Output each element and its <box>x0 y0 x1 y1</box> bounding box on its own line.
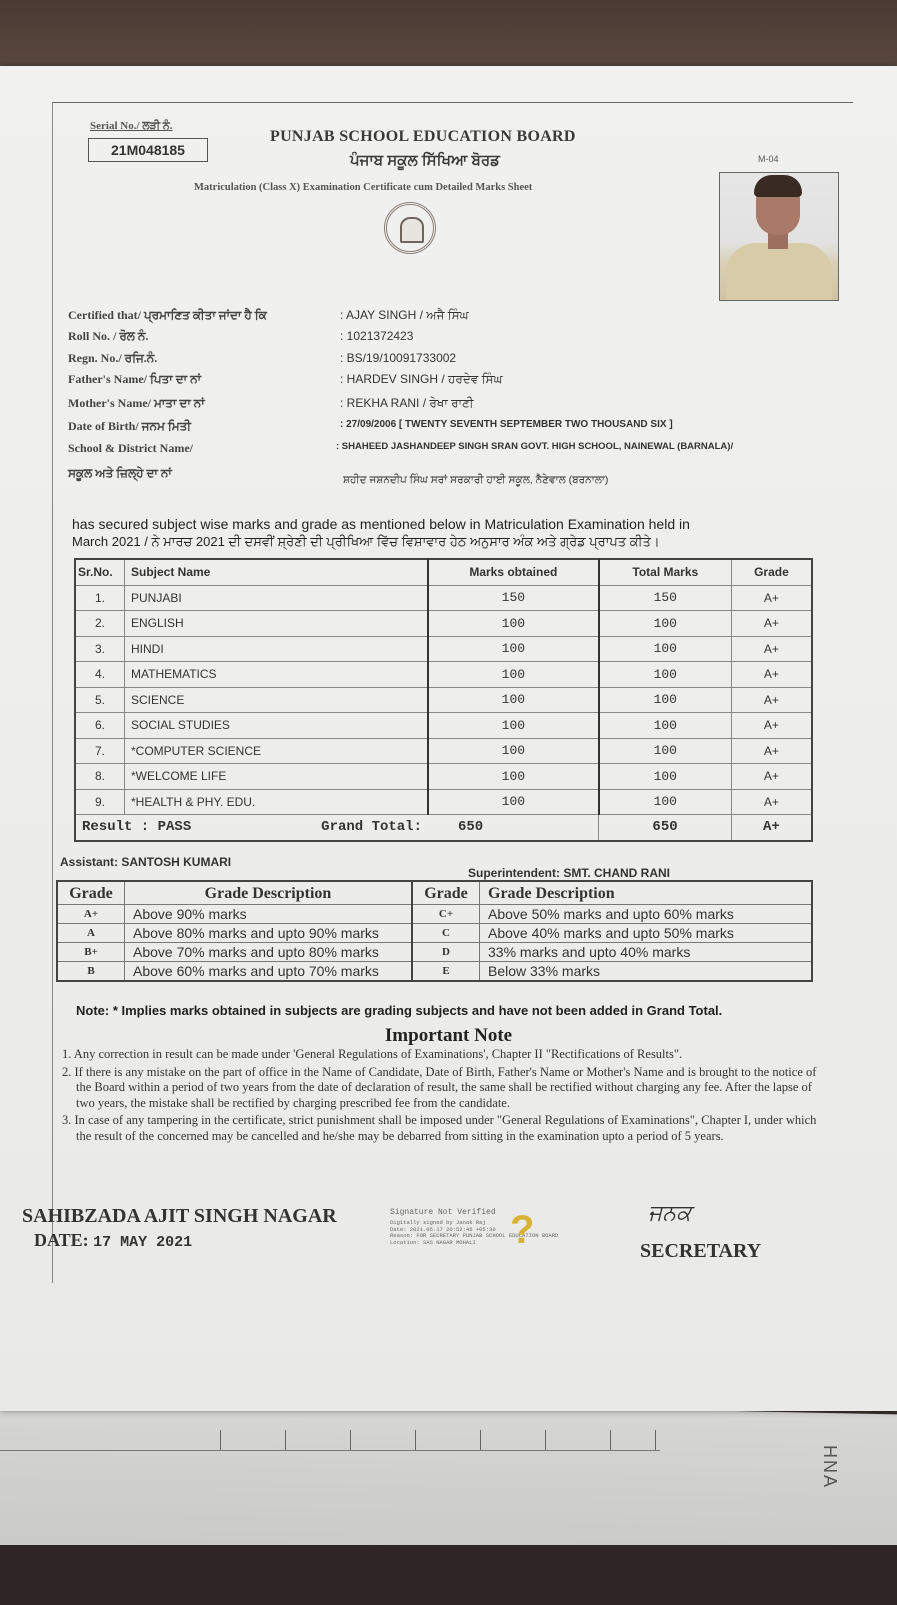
superintendent-name: Superintendent: SMT. CHAND RANI <box>468 866 670 880</box>
grade-desc: 33% marks and upto 40% marks <box>480 943 813 962</box>
grade-code: D <box>412 943 480 962</box>
serial-label: Serial No./ ਲੜੀ ਨੰ. <box>90 120 173 132</box>
result-statement <box>72 516 832 550</box>
underlying-document-grid <box>0 1430 660 1451</box>
underlying-edge-text: HNA <box>820 1445 840 1490</box>
marks-table <box>74 558 813 842</box>
marks-obtained: 100 <box>428 789 599 815</box>
candidate-name-label: Certified that/ ਪ੍ਰਮਾਣਿਤ ਕੀਤਾ ਜਾਂਦਾ ਹੈ ਕਿ <box>68 308 267 322</box>
marks-obtained: 100 <box>428 662 599 688</box>
issue-place: SAHIBZADA AJIT SINGH NAGAR <box>22 1205 337 1227</box>
roll-no-value: : 1021372423 <box>340 329 414 343</box>
subject-name: SCIENCE <box>125 687 429 713</box>
regn-no-value: : BS/19/10091733002 <box>340 351 457 365</box>
father-name-value: : HARDEV SINGH / ਹਰਦੇਵ ਸਿੰਘ <box>340 372 503 386</box>
grade: A+ <box>731 611 812 637</box>
date-label: DATE: <box>34 1230 89 1250</box>
assistant-name: Assistant: SANTOSH KUMARI <box>60 855 232 869</box>
sr-no: 8. <box>75 764 125 790</box>
signature-line: Digitally signed by Janak Raj <box>390 1219 486 1226</box>
marks-obtained: 100 <box>428 687 599 713</box>
grade-desc: Above 70% marks and upto 80% marks <box>125 943 413 962</box>
grade-desc: Above 90% marks <box>125 905 413 924</box>
certificate-title: Matriculation (Class X) Examination Certificate cum Detailed Marks Sheet <box>194 182 533 193</box>
grade: A+ <box>731 585 812 611</box>
grading-note: Note: * Implies marks obtained in subjects are grading subjects and have not been added in Grand Total. <box>76 1003 723 1018</box>
marks-table-header <box>75 559 812 585</box>
subject-name: MATHEMATICS <box>125 662 429 688</box>
result-cell <box>75 815 428 841</box>
board-title-punjabi: ਪੰਜਾਬ ਸਕੂਲ ਸਿੱਖਿਆ ਬੋਰਡ <box>350 152 500 169</box>
grade-desc: Above 40% marks and upto 50% marks <box>480 924 813 943</box>
signature-line: Date: 2021.05.17 20:52:46 +05:30 <box>390 1225 496 1233</box>
sr-no: 3. <box>75 636 125 662</box>
marks-obtained: 100 <box>428 713 599 739</box>
header-desc-right: Grade Description <box>480 881 813 905</box>
header-grade: Grade <box>731 559 812 585</box>
regn-no-label: Regn. No./ ਰਜਿ.ਨੰ. <box>68 351 158 365</box>
grade-row <box>57 924 812 943</box>
marks-obtained: 100 <box>428 611 599 637</box>
sr-no: 7. <box>75 738 125 764</box>
grade-table-header <box>57 881 812 905</box>
total-marks: 150 <box>599 585 732 611</box>
total-marks: 100 <box>599 636 732 662</box>
candidate-name-value: : AJAY SINGH / ਅਜੈ ਸਿੰਘ <box>340 308 469 322</box>
subject-name: SOCIAL STUDIES <box>125 713 429 739</box>
secretary-designation: SECRETARY <box>640 1240 762 1262</box>
statement-line-1: has secured subject wise marks and grade as mentioned below in Matriculation Examination held in <box>72 516 690 532</box>
grade-code: B+ <box>57 943 125 962</box>
grade: A+ <box>731 713 812 739</box>
total-marks: 100 <box>599 611 732 637</box>
grand-total-obtained: 650 <box>428 815 599 841</box>
total-marks: 100 <box>599 764 732 790</box>
sr-no: 9. <box>75 789 125 815</box>
form-code: M-04 <box>758 154 779 164</box>
marks-obtained: 100 <box>428 738 599 764</box>
table-row <box>75 764 812 790</box>
signature-line: Reason: FOR SECRETARY PUNJAB SCHOOL EDUCATION BOARD <box>390 1232 559 1239</box>
subject-name: PUNJABI <box>125 585 429 611</box>
table-row <box>75 662 812 688</box>
statement-line-2: March 2021 / ਨੇ ਮਾਰਚ 2021 ਦੀ ਦਸਵੀਂ ਸ਼੍ਰੇਣੀ ਦੀ ਪ੍ਰੀਖਿਆ ਵਿੱਚ ਵਿਸ਼ਾਵਾਰ ਹੇਠ ਅਨੁਸਾਰ ਅੰਕ ਅਤੇ ਗ੍ਰੇਡ ਪ੍ਰਾਪਤ ਕੀਤੇ। <box>72 534 660 549</box>
overall-grade: A+ <box>731 815 812 841</box>
table-row <box>75 636 812 662</box>
grade: A+ <box>731 662 812 688</box>
marks-obtained: 100 <box>428 636 599 662</box>
subject-name: *HEALTH & PHY. EDU. <box>125 789 429 815</box>
header-marks-obtained: Marks obtained <box>428 559 599 585</box>
mother-name-value: : REKHA RANI / ਰੇਖਾ ਰਾਣੀ <box>340 396 474 410</box>
grade: A+ <box>731 636 812 662</box>
mother-name-label: Mother's Name/ ਮਾਤਾ ਦਾ ਨਾਂ <box>68 396 205 410</box>
grade-code: A <box>57 924 125 943</box>
grade-description-table <box>56 880 813 982</box>
header-sr-no: Sr.No. <box>75 559 125 585</box>
grade: A+ <box>731 764 812 790</box>
background-surface-top <box>0 0 897 70</box>
important-note-item: 3. In case of any tampering in the certificate, strict punishment shall be imposed under "General Regulations of Examinations", Chapter I, under which the result of the concerned may be cancelled and he/she may be debarred from sitting in the examination upto a period of 5 years. <box>62 1113 817 1143</box>
total-marks: 100 <box>599 687 732 713</box>
important-note-title: Important Note <box>384 1025 513 1046</box>
grade-code: C+ <box>412 905 480 924</box>
table-row <box>75 738 812 764</box>
subject-name: *WELCOME LIFE <box>125 764 429 790</box>
subject-name: HINDI <box>125 636 429 662</box>
roll-no-label: Roll No. / ਰੋਲ ਨੰ. <box>68 329 149 343</box>
subject-name: ENGLISH <box>125 611 429 637</box>
board-seal-icon <box>384 202 436 254</box>
header-grade-right: Grade <box>412 881 480 905</box>
school-value: : SHAHEED JASHANDEEP SINGH SRAN GOVT. HIGH SCHOOL, NAINEWAL (BARNALA)/ <box>336 441 734 452</box>
serial-number: 21M048185 <box>88 138 208 162</box>
grade-desc: Above 80% marks and upto 90% marks <box>125 924 413 943</box>
signature-line: Location: SAS NAGAR MOHALI <box>390 1238 476 1246</box>
table-row <box>75 789 812 815</box>
table-row <box>75 687 812 713</box>
grade-code: A+ <box>57 905 125 924</box>
grand-total-row <box>75 815 812 841</box>
dob-value: : 27/09/2006 [ TWENTY SEVENTH SEPTEMBER TWO THOUSAND SIX ] <box>340 419 673 430</box>
sr-no: 6. <box>75 713 125 739</box>
header-desc-left: Grade Description <box>125 881 413 905</box>
candidate-photo <box>719 172 839 301</box>
total-marks: 100 <box>599 713 732 739</box>
sr-no: 5. <box>75 687 125 713</box>
total-marks: 100 <box>599 662 732 688</box>
grand-total-max: 650 <box>599 815 732 841</box>
sr-no: 1. <box>75 585 125 611</box>
signature-unverified-icon: ? <box>510 1208 535 1252</box>
school-punjabi-label: ਸਕੂਲ ਅਤੇ ਜ਼ਿਲ੍ਹੇ ਦਾ ਨਾਂ <box>68 466 172 480</box>
header-grade-left: Grade <box>57 881 125 905</box>
grade: A+ <box>731 738 812 764</box>
school-label: School & District Name/ <box>68 441 193 455</box>
important-note-item: 2. If there is any mistake on the part of office in the Name of Candidate, Date of Birth, Father's Name or Mother's Name and is brought to the notice of the Board within a period of two years from the date of declaration of result, the same shall be rectified without charging any fee. After the lapse of two years, the mistake shall be rectified by charging prescribed fee from the candidate. <box>62 1064 817 1110</box>
table-row <box>75 713 812 739</box>
grade-row <box>57 962 812 982</box>
result-status: Result : PASS <box>82 819 192 836</box>
school-punjabi-value: ਸ਼ਹੀਦ ਜਸ਼ਨਦੀਪ ਸਿੰਘ ਸਰਾਂ ਸਰਕਾਰੀ ਹਾਈ ਸਕੂਲ, ਨੈਣੇਵਾਲ (ਬਰਨਾਲਾ) <box>343 474 609 486</box>
dob-label: Date of Birth/ ਜਨਮ ਮਿਤੀ <box>68 419 191 433</box>
grade-desc: Below 33% marks <box>480 962 813 982</box>
subject-name: *COMPUTER SCIENCE <box>125 738 429 764</box>
handwritten-signature: ਜਨਕ <box>648 1200 692 1225</box>
header-total-marks: Total Marks <box>599 559 732 585</box>
table-row <box>75 585 812 611</box>
signature-status: Signature Not Verified <box>390 1208 496 1217</box>
table-row <box>75 611 812 637</box>
father-name-label: Father's Name/ ਪਿਤਾ ਦਾ ਨਾਂ <box>68 372 201 386</box>
total-marks: 100 <box>599 789 732 815</box>
date-value: 17 MAY 2021 <box>93 1234 193 1251</box>
sr-no: 4. <box>75 662 125 688</box>
grade-row <box>57 905 812 924</box>
grade-row <box>57 943 812 962</box>
grade-desc: Above 50% marks and upto 60% marks <box>480 905 813 924</box>
grade-code: E <box>412 962 480 982</box>
marks-obtained: 100 <box>428 764 599 790</box>
grade-desc: Above 60% marks and upto 70% marks <box>125 962 413 982</box>
marks-obtained: 150 <box>428 585 599 611</box>
grade: A+ <box>731 687 812 713</box>
background-surface-bottom <box>0 1545 897 1605</box>
important-note-item: 1. Any correction in result can be made under 'General Regulations of Examinations', Chapter II "Rectifications of Results". <box>62 1047 683 1061</box>
header-subject: Subject Name <box>125 559 429 585</box>
grade-code: C <box>412 924 480 943</box>
board-title: PUNJAB SCHOOL EDUCATION BOARD <box>270 128 576 145</box>
grade: A+ <box>731 789 812 815</box>
grand-total-label: Grand Total: <box>321 819 422 836</box>
grade-code: B <box>57 962 125 982</box>
sr-no: 2. <box>75 611 125 637</box>
important-note-list <box>62 1047 822 1146</box>
issue-date <box>34 1230 192 1251</box>
total-marks: 100 <box>599 738 732 764</box>
